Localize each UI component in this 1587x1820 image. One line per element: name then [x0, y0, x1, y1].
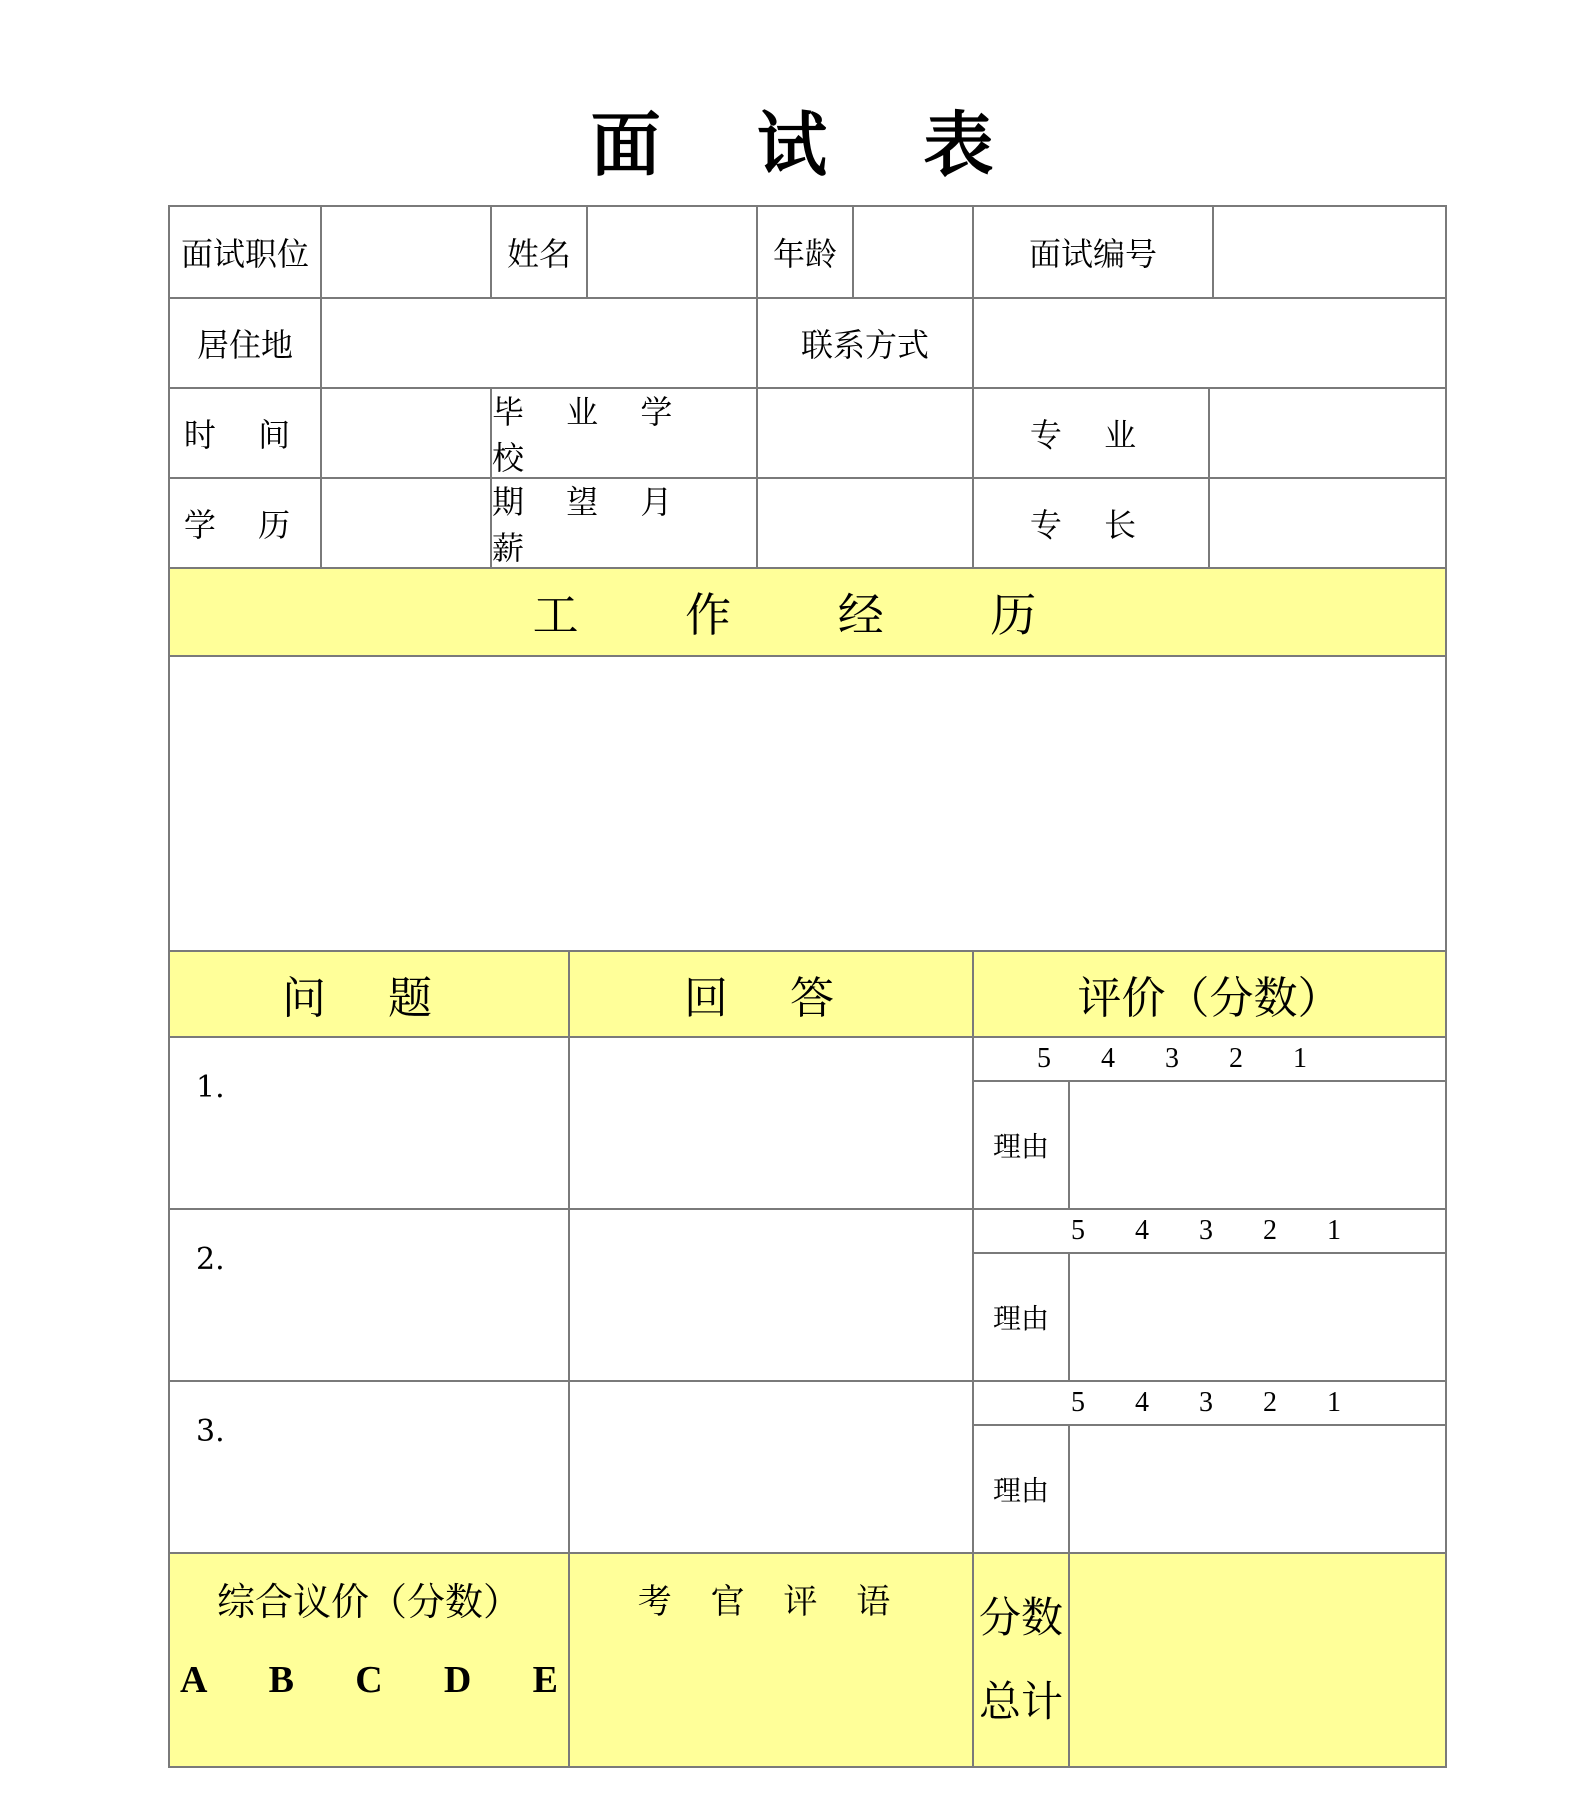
label-salary: [490, 477, 758, 569]
label-school-text: 毕 业 学 校: [492, 393, 689, 477]
field-name[interactable]: [586, 205, 758, 299]
field-education[interactable]: [320, 477, 492, 569]
label-age-text: 年龄: [772, 235, 837, 273]
field-position[interactable]: [320, 205, 492, 299]
label-position-text: 面试职位: [180, 235, 309, 273]
total-score-label-1: 分数: [978, 1593, 1063, 1642]
label-position: [168, 205, 322, 299]
field-school[interactable]: [756, 387, 974, 479]
question-number-3: 3.: [196, 1414, 225, 1449]
score-option[interactable]: 4: [1135, 1215, 1149, 1246]
label-residence: [168, 297, 322, 389]
reason-label-text: 理由: [992, 1302, 1049, 1335]
field-major[interactable]: [1208, 387, 1447, 479]
label-salary-text: 期 望 月 薪: [492, 483, 689, 567]
label-contact: [756, 297, 974, 389]
score-option[interactable]: 4: [1135, 1387, 1149, 1418]
overall-rating-cell: [168, 1552, 570, 1768]
reason-label-2: [972, 1252, 1070, 1382]
label-name-text: 姓名: [506, 235, 571, 273]
label-major: [972, 387, 1210, 479]
score-option[interactable]: 1: [1327, 1387, 1341, 1418]
score-row-2: [972, 1208, 1447, 1254]
work-experience-header: [168, 567, 1447, 657]
grade-option[interactable]: A: [180, 1659, 208, 1701]
label-interview-no: [972, 205, 1214, 299]
score-option[interactable]: 1: [1327, 1215, 1341, 1246]
label-age: [756, 205, 854, 299]
reason-field-2[interactable]: [1068, 1252, 1447, 1382]
field-contact[interactable]: [972, 297, 1447, 389]
question-header: [168, 950, 570, 1038]
examiner-comment-cell[interactable]: [568, 1552, 974, 1768]
label-contact-text: 联系方式: [800, 326, 929, 364]
question-cell-3[interactable]: [168, 1380, 570, 1554]
grade-option[interactable]: D: [443, 1659, 472, 1701]
question-header-text: 问 题: [282, 973, 456, 1024]
label-interview-no-text: 面试编号: [1028, 235, 1157, 273]
rating-header: [972, 950, 1447, 1038]
total-score-label-2: 总计: [978, 1677, 1063, 1726]
field-time[interactable]: [320, 387, 492, 479]
label-residence-text: 居住地: [196, 326, 293, 364]
score-option[interactable]: 5: [1037, 1043, 1051, 1074]
reason-label-1: [972, 1080, 1070, 1210]
label-specialty-text: 专 长: [1029, 506, 1153, 544]
score-option[interactable]: 3: [1165, 1043, 1179, 1074]
score-option[interactable]: 3: [1199, 1215, 1213, 1246]
question-number-1: 1.: [196, 1070, 225, 1105]
score-option[interactable]: 2: [1263, 1215, 1277, 1246]
label-school: [490, 387, 758, 479]
score-option[interactable]: 5: [1071, 1387, 1085, 1418]
answer-cell-2[interactable]: [568, 1208, 974, 1382]
examiner-comment-label: 考 官 评 语: [637, 1582, 905, 1622]
total-score-label-cell: [972, 1552, 1070, 1768]
question-cell-1[interactable]: [168, 1036, 570, 1210]
reason-field-1[interactable]: [1068, 1080, 1447, 1210]
field-residence[interactable]: [320, 297, 758, 389]
score-row-3: [972, 1380, 1447, 1426]
page-title: 面 试 表: [590, 104, 1030, 186]
answer-header: [568, 950, 974, 1038]
field-age[interactable]: [852, 205, 974, 299]
field-specialty[interactable]: [1208, 477, 1447, 569]
question-number-2: 2.: [196, 1242, 225, 1277]
score-row-1: [972, 1036, 1447, 1082]
field-salary[interactable]: [756, 477, 974, 569]
score-option[interactable]: 3: [1199, 1387, 1213, 1418]
question-cell-2[interactable]: [168, 1208, 570, 1382]
reason-field-3[interactable]: [1068, 1424, 1447, 1554]
score-option[interactable]: 5: [1071, 1215, 1085, 1246]
score-option[interactable]: 1: [1293, 1043, 1307, 1074]
total-score-field[interactable]: [1068, 1552, 1447, 1768]
label-specialty: [972, 477, 1210, 569]
answer-header-text: 回 答: [684, 973, 858, 1024]
reason-label-text: 理由: [992, 1474, 1049, 1507]
label-major-text: 专 业: [1029, 416, 1153, 454]
answer-cell-3[interactable]: [568, 1380, 974, 1554]
field-interview-no[interactable]: [1212, 205, 1447, 299]
grade-option[interactable]: C: [355, 1659, 383, 1701]
label-education-text: 学 历: [183, 506, 307, 544]
answer-cell-1[interactable]: [568, 1036, 974, 1210]
work-experience-field[interactable]: [168, 655, 1447, 952]
label-name: [490, 205, 588, 299]
score-option[interactable]: 4: [1101, 1043, 1115, 1074]
grade-option[interactable]: B: [268, 1659, 295, 1701]
grade-option[interactable]: E: [532, 1659, 558, 1701]
overall-rating-label: 综合议价（分数）: [216, 1580, 521, 1624]
label-time-text: 时 间: [183, 416, 307, 454]
reason-label-text: 理由: [992, 1130, 1049, 1163]
score-option[interactable]: 2: [1263, 1387, 1277, 1418]
label-time: [168, 387, 322, 479]
label-education: [168, 477, 322, 569]
rating-header-text: 评价（分数）: [1077, 973, 1342, 1024]
score-option[interactable]: 2: [1229, 1043, 1243, 1074]
grade-options: [170, 1658, 568, 1702]
reason-label-3: [972, 1424, 1070, 1554]
work-experience-header-text: 工 作 经 历: [532, 588, 1083, 642]
